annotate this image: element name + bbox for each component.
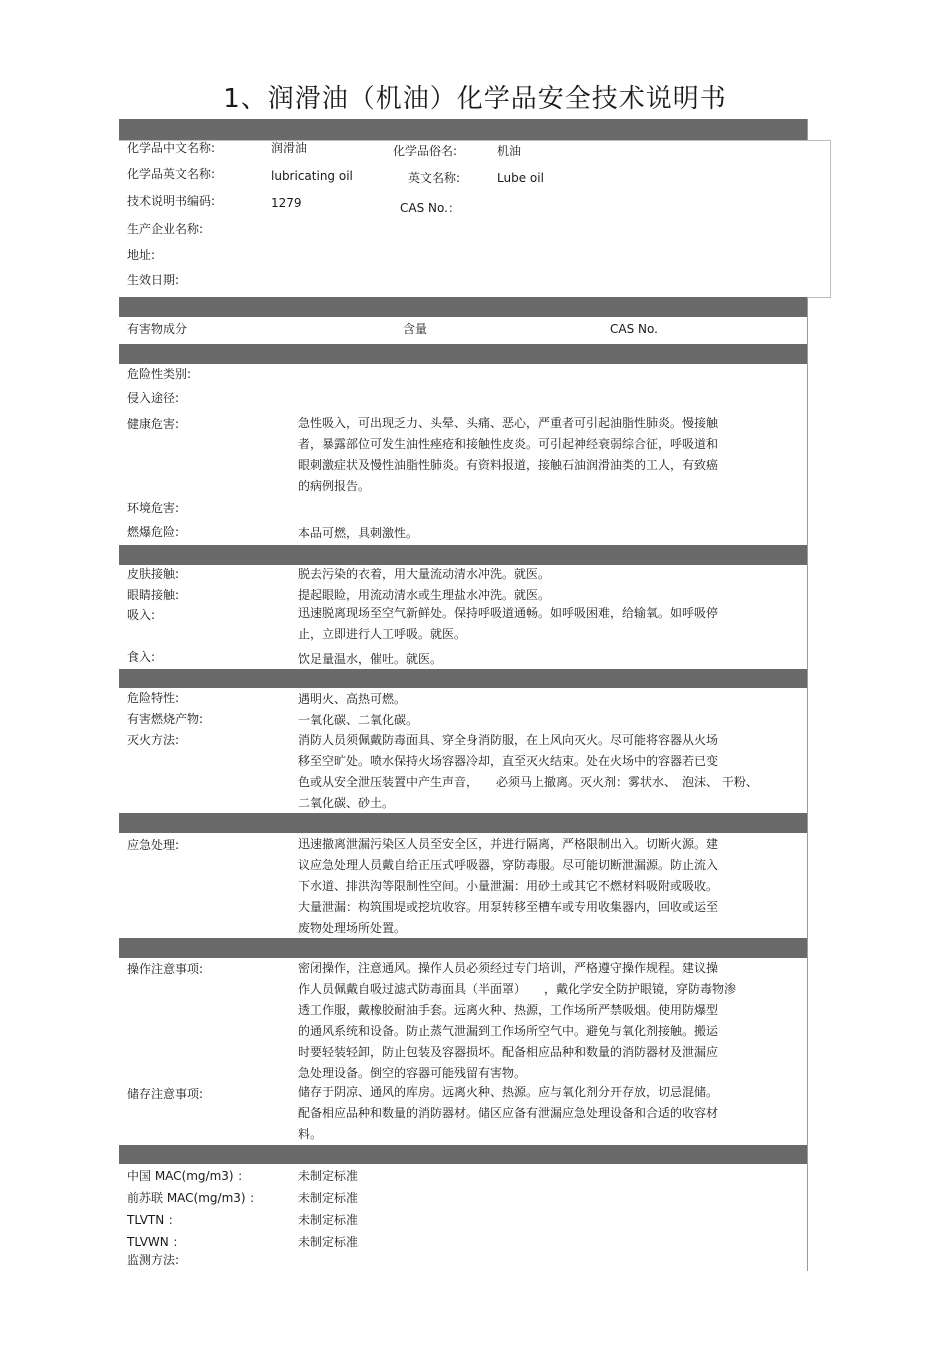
tlvtn-label: TLVTN ： — [127, 1213, 181, 1227]
cn-mac-value: 未制定标准 — [298, 1169, 359, 1183]
eye-text: 提起眼睑，用流动清水或生理盐水冲洗。就医。 — [298, 588, 551, 602]
en-name-label: 化学品英文名称: — [127, 167, 216, 181]
tlvwn-value: 未制定标准 — [298, 1235, 359, 1249]
skin-label: 皮肤接触: — [127, 567, 180, 581]
page-title: 1、润滑油（机油）化学品安全技术说明书 — [223, 84, 727, 114]
combustion-products-text: 一氧化碳、二氧化碳。 — [298, 713, 419, 727]
health-label: 健康危害: — [127, 417, 180, 431]
storage-text: 储存于阴凉、通风的库房。远离火种、热源。应与氧化剂分开存放，切忌混储。 配备相应品种和数量的消防器材。储区应备有泄漏应急处理设备和合适的收容材 料。 — [298, 1085, 719, 1141]
section-bar-first-aid — [119, 545, 807, 565]
section-bar-exposure — [119, 1145, 807, 1164]
spill-text: 迅速撤离泄漏污染区人员至安全区，并进行隔离，严格限制出入。切断火源。建 议应急处理人员戴自给正压式呼吸器，穿防毒服。尽可能切断泄漏源。防止流入 下水道、排洪沟等限制性空间。小量泄漏：用砂土或其它不燃材料吸附或吸收。 大量泄漏：构筑围堤或挖坑收容。用泵转移至槽车或专用收集器内，回收或运至 废物处理场所处置。 — [298, 837, 719, 935]
extinguish-method-label: 灭火方法: — [127, 733, 180, 747]
env-label: 环境危害: — [127, 501, 180, 515]
eye-label: 眼睛接触: — [127, 588, 180, 602]
ingest-label: 食入: — [127, 650, 156, 664]
storage-label: 储存注意事项: — [127, 1087, 204, 1101]
inhale-label: 吸入: — [127, 608, 156, 622]
operation-text: 密闭操作，注意通风。操作人员必须经过专门培训，严格遵守操作规程。建议操 作人员佩戴自吸过滤式防毒面具（半面罩） ，戴化学安全防护眼镜，穿防毒物渗 透工作服，戴橡胶耐油手套。远离火种、热源，工作场所严禁吸烟。使用防爆型 的通风系统和设备。防止蒸气泄漏到工作场所空气中。避免与氧化剂接触。搬运 时要轻装轻卸，防止包装及容器损坏。配备相应品种和数量的消防器材及泄漏应 急处理设备。倒空的容器可能残留有害物。 — [298, 961, 737, 1080]
identification-box — [119, 140, 831, 298]
su-mac-label: 前苏联 MAC(mg/m3) ： — [127, 1191, 262, 1205]
date-label: 生效日期: — [127, 273, 180, 287]
section-bar-handling — [119, 938, 807, 958]
combustion-products-label: 有害燃烧产物: — [127, 712, 204, 726]
tlvtn-value: 未制定标准 — [298, 1213, 359, 1227]
fire-label: 燃爆危险: — [127, 525, 180, 539]
health-text: 急性吸入，可出现乏力、头晕、头痛、恶心，严重者可引起油脂性肺炎。慢接触 者，暴露部位可发生油性痤疮和接触性皮炎。可引起神经衰弱综合征，呼吸道和 眼刺激症状及慢性油脂性肺炎。有资料报道，接触石油润滑油类的工人，有致癌 的病例报告。 — [298, 416, 719, 493]
section-bar-firefighting — [119, 669, 807, 688]
extinguish-method-text: 消防人员须佩戴防毒面具、穿全身消防服，在上风向灭火。尽可能将容器从火场 移至空旷处。喷水保持火场容器冷却，直至灭火结束。处在火场中的容器若已变 色或从安全泄压装置中产生声音， 必须马上撤离。灭火剂：雾状水、 泡沫、 干粉、 二氧化碳、砂土。 — [298, 733, 758, 810]
cn-name-label: 化学品中文名称: — [127, 141, 216, 155]
code-value: 1279 — [271, 196, 302, 210]
section-bar-identification — [119, 119, 807, 140]
ingredient-label: 有害物成分 — [127, 322, 188, 336]
code-label: 技术说明书编码: — [127, 194, 216, 208]
cn-mac-label: 中国 MAC(mg/m3) ： — [127, 1169, 250, 1183]
skin-text: 脱去污染的衣着，用大量流动清水冲洗。就医。 — [298, 567, 551, 581]
ingest-text: 饮足量温水，催吐。就医。 — [298, 652, 443, 666]
address-label: 地址: — [127, 248, 156, 262]
fire-hazard-label: 危险特性: — [127, 691, 180, 705]
en-name-value: lubricating oil — [271, 169, 353, 183]
hazard-category-label: 危险性类别: — [127, 367, 192, 381]
inhale-text: 迅速脱离现场至空气新鲜处。保持呼吸道通畅。如呼吸困难，给输氧。如呼吸停 止，立即进行人工呼吸。就医。 — [298, 606, 719, 641]
spill-label: 应急处理: — [127, 838, 180, 852]
fire-hazard-text: 遇明火、高热可燃。 — [298, 692, 407, 706]
tlvwn-label: TLVWN ： — [127, 1235, 185, 1249]
en-alias-label: 英文名称: — [408, 171, 461, 185]
fire-text: 本品可燃，具刺激性。 — [298, 526, 419, 540]
section-bar-spill — [119, 813, 807, 833]
cas-label: CAS No.： — [400, 201, 460, 215]
common-name-label: 化学品俗名: — [393, 144, 458, 158]
common-name-value: 机油 — [497, 144, 522, 158]
section-bar-composition — [119, 297, 807, 317]
en-alias-value: Lube oil — [497, 171, 544, 185]
route-label: 侵入途径: — [127, 391, 180, 405]
operation-label: 操作注意事项: — [127, 962, 204, 976]
cn-name-value: 润滑油 — [271, 141, 308, 155]
su-mac-value: 未制定标准 — [298, 1191, 359, 1205]
manufacturer-label: 生产企业名称: — [127, 222, 204, 236]
monitor-label: 监测方法: — [127, 1253, 180, 1267]
composition-cas-label: CAS No. — [610, 322, 658, 336]
section-bar-hazards — [119, 344, 807, 364]
content-label: 含量 — [403, 322, 428, 336]
